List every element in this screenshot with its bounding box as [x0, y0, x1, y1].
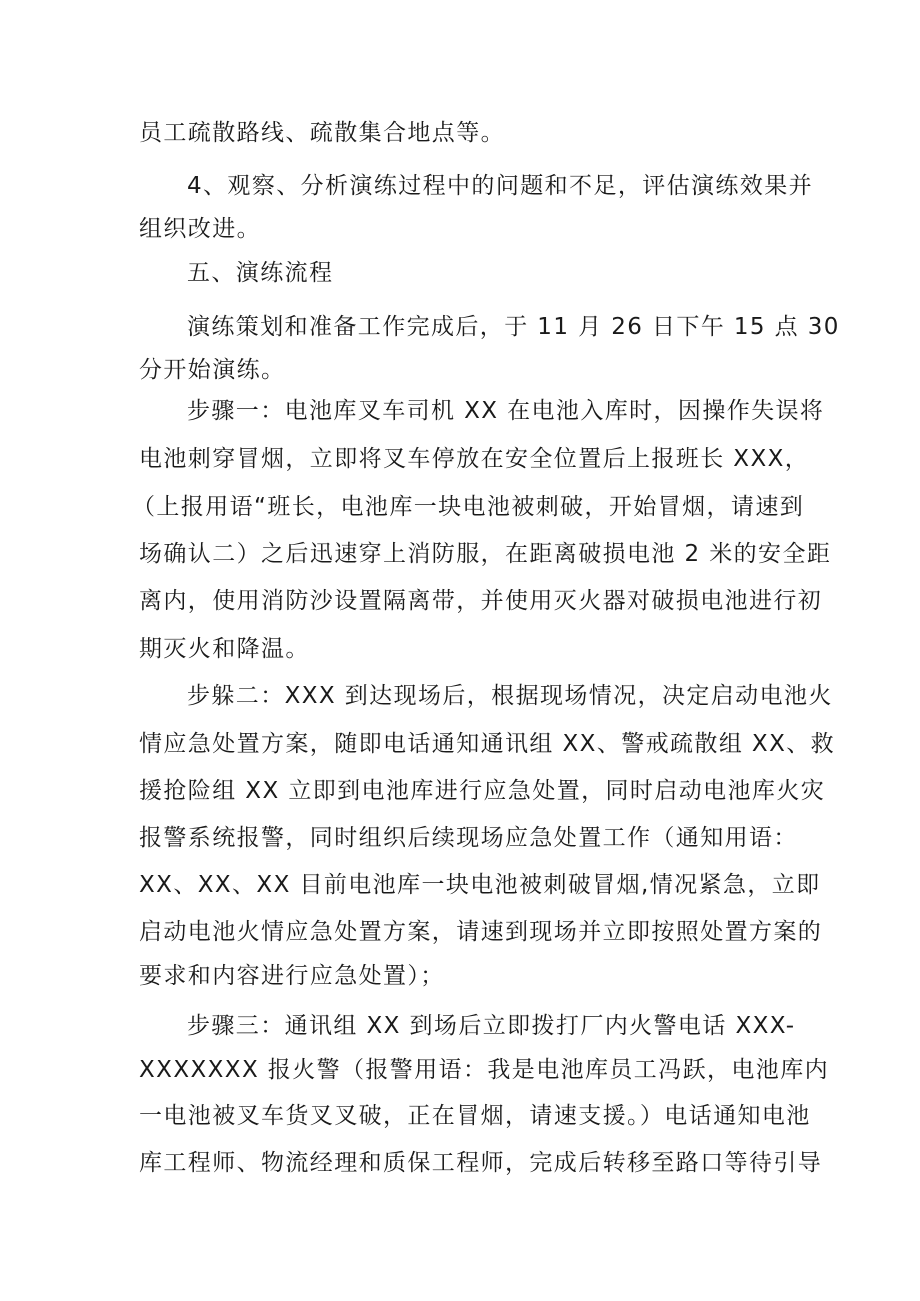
text-line: 一电池被叉车货叉叉破，正在冒烟，请速支援。）电话通知电池	[139, 1103, 811, 1129]
text-line: XX、XX、XX 目前电池库一块电池被刺破冒烟,情况紧急，立即	[139, 872, 821, 898]
text-line: 场确认二）之后迅速穿上消防服，在距离破损电池 2 米的安全距	[139, 541, 832, 567]
paragraph-start: 演练策划和准备工作完成后，于 11 月 26 日下午 15 点 30	[187, 314, 840, 340]
list-item-4: 4、观察、分析演练过程中的问题和不足，评估演练效果并	[187, 173, 814, 199]
text-line: 分开始演练。	[139, 357, 286, 383]
text-line: 库工程师、物流经理和质保工程师，完成后转移至路口等待引导	[139, 1150, 823, 1176]
text-line: 援抢险组 XX 立即到电池库进行应急处置，同时启动电池库火灾	[139, 778, 826, 804]
text-line: 离内，使用消防沙设置隔离带，并使用灭火器对破损电池进行初	[139, 588, 823, 614]
text-line: XXXXXXX 报火警（报警用语：我是电池库员工冯跃，电池库内	[139, 1057, 830, 1083]
step-three-start: 步骤三：通讯组 XX 到场后立即拨打厂内火警电话 XXX-	[187, 1013, 796, 1039]
text-line: 情应急处置方案，随即电话通知通讯组 XX、警戒疏散组 XX、救	[139, 731, 836, 757]
text-line: （上报用语“班长，电池库一块电池被刺破，开始冒烟，请速到	[132, 494, 805, 520]
text-line: 电池刺穿冒烟，立即将叉车停放在安全位置后上报班长 XXX，	[139, 446, 810, 472]
text-line: 员工疏散路线、疏散集合地点等。	[139, 120, 505, 146]
text-line: 组织改进。	[139, 216, 261, 242]
step-one-start: 步骤一：电池库叉车司机 XX 在电池入库时，因操作失误将	[187, 398, 825, 424]
text-line: 要求和内容进行应急处置）；	[139, 963, 445, 989]
text-line: 启动电池火情应急处置方案，请速到现场并立即按照处置方案的	[139, 919, 823, 945]
text-line: 报警系统报警，同时组织后续现场应急处置工作（通知用语：	[139, 825, 798, 851]
text-line: 期灭火和降温。	[139, 636, 310, 662]
section-heading: 五、演练流程	[187, 260, 334, 286]
step-two-start: 步躲二：XXX 到达现场后，根据现场情况，决定启动电池火	[187, 683, 833, 709]
